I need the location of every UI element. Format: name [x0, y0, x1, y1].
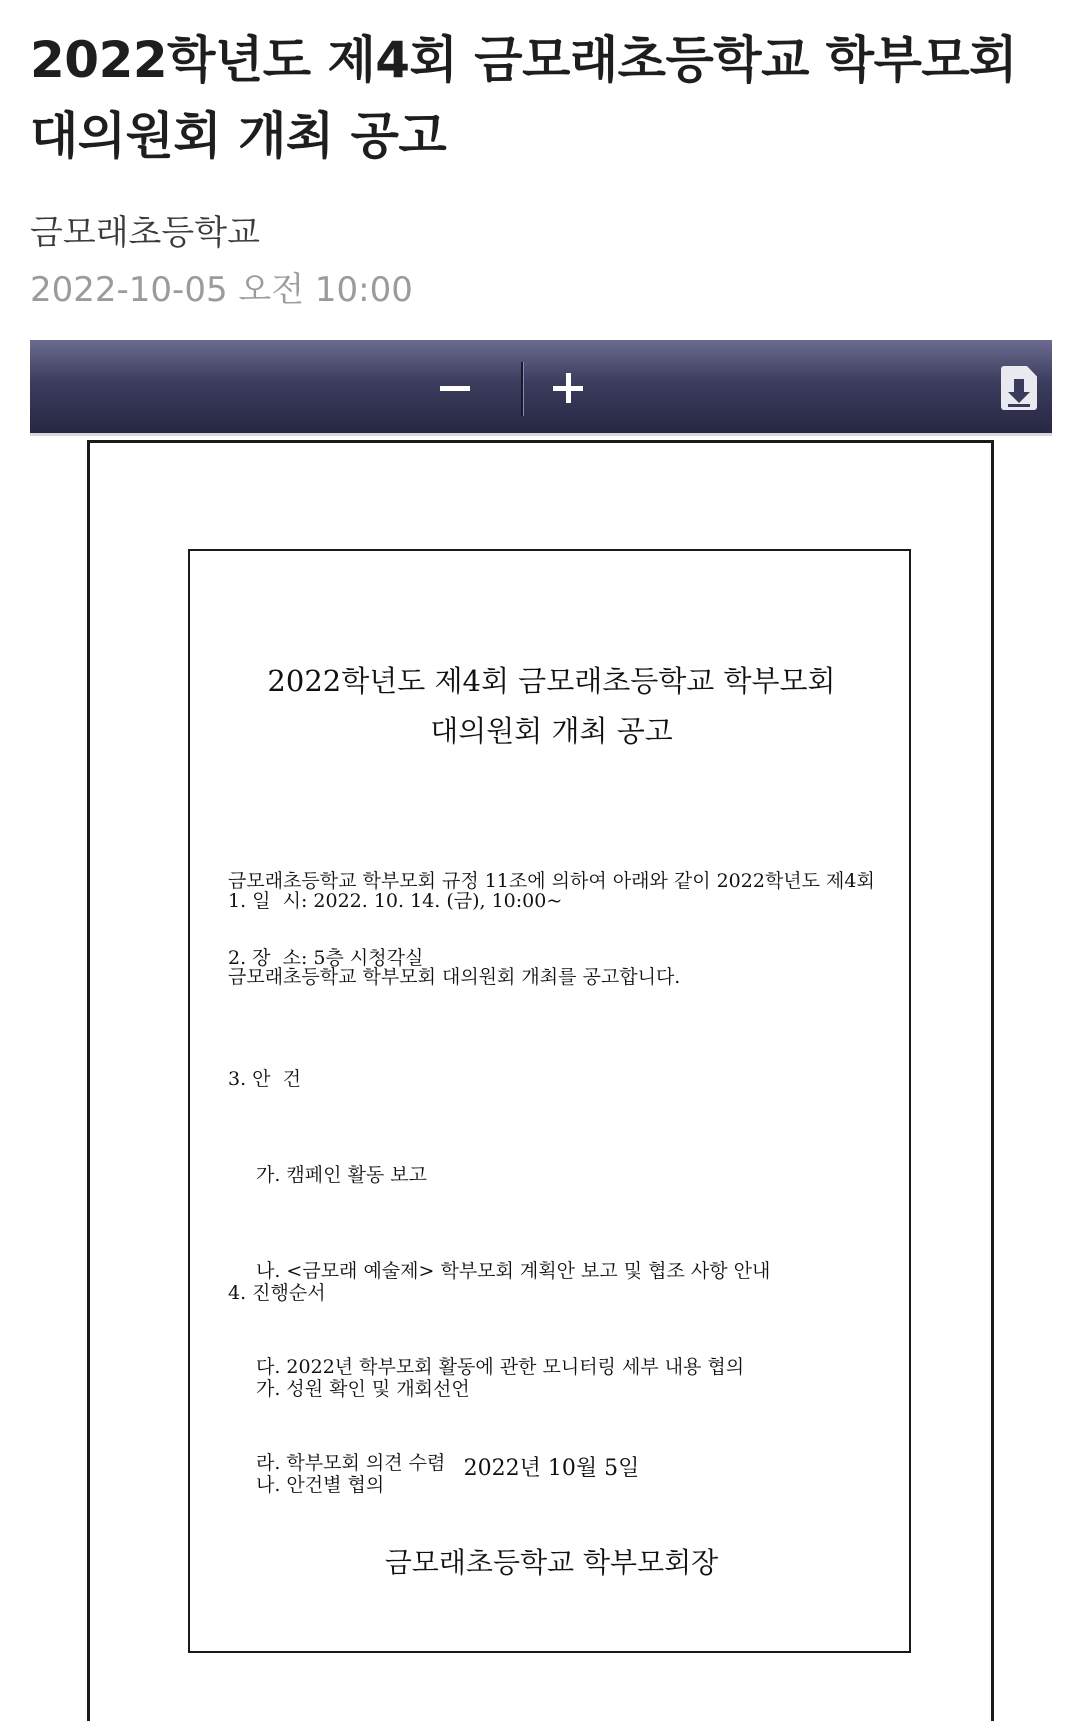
- list-item: 라. 학부모회 의견 수렴: [256, 1452, 446, 1474]
- list-item: 나. 안건별 협의: [256, 1474, 385, 1496]
- section-heading: 4. 진행순서: [228, 1282, 326, 1304]
- document-signer: 금모래초등학교 학부모회장: [384, 1546, 719, 1579]
- post-author[interactable]: 금모래초등학교: [30, 213, 260, 253]
- post-title: 2022학년도 제4회 금모래초등학교 학부모회 대의원회 개최 공고: [30, 31, 1017, 165]
- document-content-frame: [188, 549, 911, 1653]
- intro-line: 금모래초등학교 학부모회 규정 11조에 의하여 아래와 같이 2022학년도 제4회: [228, 870, 875, 892]
- document-date: 2022년 10월 5일: [463, 1456, 640, 1481]
- zoom-in-button[interactable]: [538, 358, 598, 418]
- list-item: 가. 캠페인 활동 보고: [256, 1164, 427, 1186]
- document-title-line: 대의원회 개최 공고: [430, 714, 673, 748]
- download-button[interactable]: [998, 366, 1040, 412]
- post-header: [30, 22, 1050, 174]
- toolbar-divider: [521, 362, 524, 416]
- intro-line: 금모래초등학교 학부모회 대의원회 개최를 공고합니다.: [228, 966, 681, 988]
- agenda-item-location: 2. 장 소: 5층 시청각실: [228, 947, 424, 969]
- document-viewer-toolbar: [30, 340, 1052, 436]
- document-title-line: 2022학년도 제4회 금모래초등학교 학부모회: [267, 664, 836, 698]
- list-item: 다. 2022년 학부모회 활동에 관한 모니터링 세부 내용 협의: [256, 1356, 745, 1378]
- post-date: 2022-10-05 오전 10:00: [30, 270, 413, 310]
- list-item: 가. 성원 확인 및 개회선언: [256, 1378, 470, 1400]
- agenda-item-order: [228, 1213, 470, 1565]
- agenda-item-datetime: 1. 일 시: 2022. 10. 14. (금), 10:00~: [228, 890, 563, 912]
- section-heading: 3. 안 건: [228, 1068, 301, 1090]
- document-title: [190, 656, 913, 756]
- list-item: 나. <금모래 예술제> 학부모회 계획안 보고 및 협조 사항 안내: [256, 1260, 771, 1282]
- zoom-out-button[interactable]: [425, 358, 485, 418]
